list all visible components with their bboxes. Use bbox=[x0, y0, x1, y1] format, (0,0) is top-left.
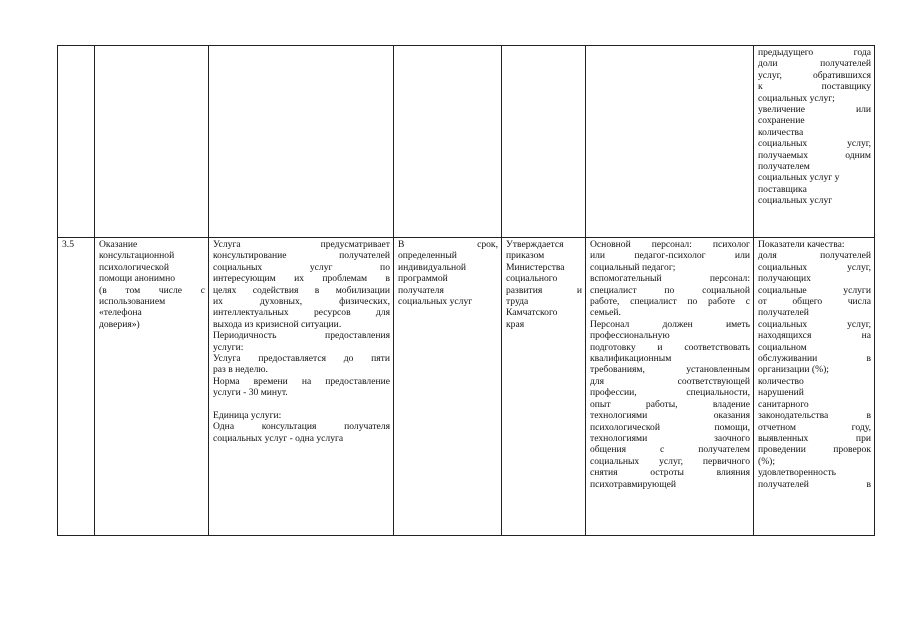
text-line: доли получателей bbox=[758, 58, 871, 70]
cell-service-conditions bbox=[586, 46, 754, 238]
text-line: общения с получателем bbox=[590, 444, 750, 456]
text-line: социальных услуг, первичного bbox=[590, 455, 750, 467]
text-line: услуг, обратившихся bbox=[758, 69, 871, 81]
text-line: подготовку и соответствовать bbox=[590, 341, 750, 353]
cell-service-term bbox=[394, 46, 502, 238]
text-line: Показатели качества: bbox=[758, 239, 845, 250]
text-line: специалист по социальной bbox=[590, 284, 750, 296]
text-line: определенный bbox=[398, 250, 457, 262]
text-line: Оказание bbox=[99, 239, 138, 250]
text-line: Норма времени на предоставление bbox=[213, 375, 390, 387]
text-line: от общего числа bbox=[758, 296, 871, 308]
text-line: количество bbox=[758, 375, 804, 387]
text-line: социального bbox=[506, 273, 558, 285]
text-line: психотравмирующей bbox=[590, 478, 676, 490]
text-line: удовлетворенность bbox=[758, 467, 836, 479]
cell-service-description bbox=[209, 238, 394, 536]
text-line: социальных услуг; bbox=[758, 92, 835, 104]
text-line: вспомогательный персонал: bbox=[590, 273, 750, 285]
cell-service-tariff bbox=[502, 238, 586, 536]
text-line: снятия остроты влияния bbox=[590, 467, 750, 479]
text-line: профессии, специальности, bbox=[590, 387, 750, 399]
text-line: Камчатского bbox=[506, 307, 558, 319]
row-number: 3.5 bbox=[62, 239, 74, 250]
cell-service-term bbox=[394, 238, 502, 536]
text-line: количества bbox=[758, 126, 804, 138]
text-line: получателей bbox=[758, 307, 809, 319]
text-line: нарушений bbox=[758, 387, 804, 399]
text-line: Услуга предусматривает bbox=[213, 239, 390, 250]
text-line: опыт работы, владение bbox=[590, 398, 750, 410]
text-line: труда bbox=[506, 296, 529, 308]
text-line: профессиональную bbox=[590, 330, 670, 342]
text-line: сохранение bbox=[758, 115, 805, 127]
text-line: интеллектуальных ресурсов для bbox=[213, 307, 390, 319]
text-line: социальные услуги bbox=[758, 284, 871, 296]
text-line: к поставщику bbox=[758, 81, 871, 93]
text-line: социальных услуг, bbox=[758, 138, 871, 150]
text-line: выхода из кризисной ситуации. bbox=[213, 318, 342, 330]
text-line: работе, специалист по работе с bbox=[590, 296, 750, 308]
text-line: раз в неделю. bbox=[213, 364, 268, 376]
services-standard-table bbox=[57, 45, 875, 536]
text-line: индивидуальной bbox=[398, 261, 467, 273]
text-line: семьей. bbox=[590, 307, 621, 319]
text-line: получаемых одним bbox=[758, 149, 871, 161]
text-line: Единица услуги: bbox=[213, 410, 282, 422]
text-line: находящихся на bbox=[758, 330, 871, 342]
text-line: Основной персонал: психолог bbox=[590, 239, 750, 250]
text-line: В срок, bbox=[398, 239, 498, 250]
text-line: Министерства bbox=[506, 261, 565, 273]
cell-service-name bbox=[95, 46, 209, 238]
cell-number bbox=[58, 238, 95, 536]
cell-number bbox=[58, 46, 95, 238]
text-line: целях содействия в мобилизации bbox=[213, 284, 390, 296]
text-line: доля получателей bbox=[758, 250, 871, 262]
text-line: социальных услуг bbox=[758, 195, 833, 207]
text-line: получающих bbox=[758, 273, 811, 285]
text-line: получателей в bbox=[758, 478, 871, 490]
text-line: получателя bbox=[398, 284, 444, 296]
text-line: увеличение или bbox=[758, 104, 871, 116]
text-line: «телефона bbox=[99, 307, 142, 319]
text-line: Периодичность предоставления bbox=[213, 330, 390, 342]
text-line: психологической bbox=[99, 261, 169, 273]
text-line: консультационной bbox=[99, 250, 175, 262]
text-line: социальный педагог; bbox=[590, 261, 676, 273]
text-line: социальных услуг - одна услуга bbox=[213, 432, 344, 444]
text-line: психологической помощи, bbox=[590, 421, 750, 433]
text-line: требованиям, установленным bbox=[590, 364, 750, 376]
text-line bbox=[213, 399, 390, 410]
text-line: социальных услуг у bbox=[758, 172, 840, 184]
text-line: Одна консультация получателя bbox=[213, 421, 390, 433]
cell-quality-indicators bbox=[754, 46, 875, 238]
text-line: или педагог-психолог или bbox=[590, 250, 750, 262]
text-line: края bbox=[506, 318, 525, 330]
text-line: (%); bbox=[758, 455, 776, 467]
text-line: Персонал должен иметь bbox=[590, 318, 750, 330]
text-line: их духовных, физических, bbox=[213, 296, 390, 308]
text-line: интересующим их проблемам в bbox=[213, 273, 390, 285]
text-line: выявленных при bbox=[758, 432, 871, 444]
cell-quality-indicators bbox=[754, 238, 875, 536]
cell-service-description bbox=[209, 46, 394, 238]
text-line: законодательства в bbox=[758, 410, 871, 422]
text-line: консультирование получателей bbox=[213, 250, 390, 262]
text-line: социальных услуг по bbox=[213, 261, 390, 273]
text-line: социальных услуг, bbox=[758, 261, 871, 273]
text-line: доверия») bbox=[99, 318, 140, 330]
text-line: социальных услуг, bbox=[758, 318, 871, 330]
text-line: санитарного bbox=[758, 398, 809, 410]
text-line: технологиями оказания bbox=[590, 410, 750, 422]
text-line: услуги: bbox=[213, 341, 244, 353]
text-line: Услуга предоставляется до пяти bbox=[213, 353, 390, 365]
text-line: социальных услуг bbox=[398, 296, 473, 308]
text-line: квалификационным bbox=[590, 353, 672, 365]
text-line: организации (%); bbox=[758, 364, 829, 376]
table-row-3-5 bbox=[58, 238, 875, 536]
text-line: для соответствующей bbox=[590, 375, 750, 387]
text-line: помощи анонимно bbox=[99, 273, 175, 285]
text-line: Утверждается bbox=[506, 239, 564, 250]
text-line: отчетном году, bbox=[758, 421, 871, 433]
text-line: использованием bbox=[99, 296, 166, 308]
text-line: предыдущего года bbox=[758, 47, 871, 58]
text-line: обслуживании в bbox=[758, 353, 871, 365]
cell-service-conditions bbox=[586, 238, 754, 536]
text-line: программой bbox=[398, 273, 448, 285]
table-row-continuation bbox=[58, 46, 875, 238]
text-line: поставщика bbox=[758, 183, 807, 195]
text-line: развития и bbox=[506, 284, 582, 296]
text-line: технологиями заочного bbox=[590, 432, 750, 444]
text-line: проведении проверок bbox=[758, 444, 871, 456]
text-line: получателем bbox=[758, 161, 810, 173]
cell-service-tariff bbox=[502, 46, 586, 238]
text-line: приказом bbox=[506, 250, 545, 262]
text-line: (в том числе с bbox=[99, 284, 205, 296]
text-line: услуги - 30 минут. bbox=[213, 387, 288, 399]
text-line: социальном bbox=[758, 341, 807, 353]
cell-service-name bbox=[95, 238, 209, 536]
